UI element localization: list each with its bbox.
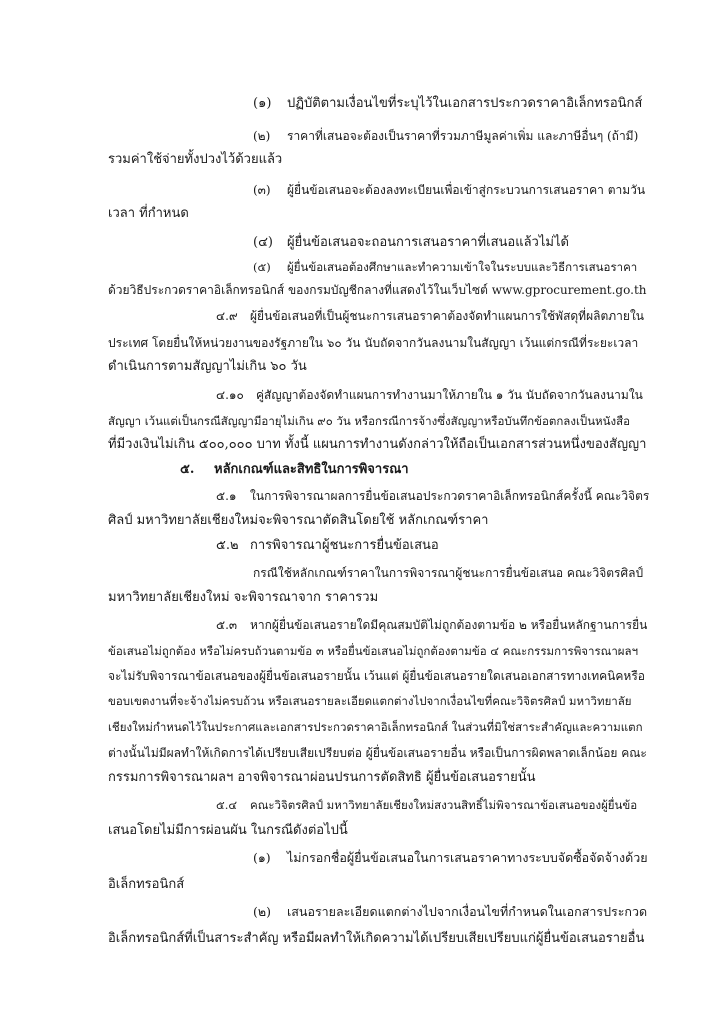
continuation-text: สัญญา เว้นแต่เป็นกรณีสัญญามีอายุไม่เกิน ๙๐ วัน หรือกรณีการจ้างซึ่งสัญญาหรือบันทึกข้อตกลงเป็นหนังสือ: [108, 414, 631, 428]
continuation-text: เชียงใหม่กำหนดไว้ในประกาศและเอกสารประกวดราคาอิเล็กทรอนิกส์ ในส่วนที่มิใช่สาระสำคัญและความแตก: [108, 720, 643, 734]
section-5-4-continuation: [108, 822, 348, 840]
item-1-line: [253, 95, 642, 113]
sub-item-2-line: [253, 903, 647, 921]
item-number: (๕): [253, 260, 271, 274]
item-number: (๒): [253, 904, 271, 919]
section-4-9-continuation-1: [108, 334, 638, 352]
item-number: (๒): [253, 129, 271, 143]
section-text: คู่สัญญาต้องจัดทำแผนการทำงานมาให้ภายใน ๑ วัน นับถัดจากวันลงนามใน: [256, 388, 643, 402]
section-5-2-continuation: [108, 589, 378, 607]
continuation-text: จะไม่รับพิจารณาข้อเสนอของผู้ยื่นข้อเสนอรายนั้น เว้นแต่ ผู้ยื่นข้อเสนอรายใดเสนอเอกสารทางเทคนิคหรือ: [108, 669, 645, 683]
section-5-2-subline: [253, 564, 643, 582]
sub-item-1-continuation: [108, 876, 184, 894]
continuation-text: อิเล็กทรอนิกส์ที่เป็นสาระสำคัญ หรือมีผลทำให้เกิดความได้เปรียบเสียเปรียบแก่ผู้ยื่นข้อเสนอรายอื่น: [108, 931, 645, 946]
section-4-10-continuation-1: [108, 412, 630, 430]
item-text: ผู้ยื่นข้อเสนอจะถอนการเสนอราคาที่เสนอแล้วไม่ได้: [287, 235, 569, 250]
item-number: (๑): [253, 96, 272, 111]
continuation-text: ข้อเสนอไม่ถูกต้อง หรือไม่ครบถ้วนตามข้อ ๓ หรือยื่นข้อเสนอไม่ถูกต้องตามข้อ ๔ คณะกรรมการพิจารณาผลฯ: [108, 644, 639, 658]
item-5-line: [253, 258, 637, 276]
item-3-line: [253, 181, 645, 199]
continuation-text: เวลา ที่กำหนด: [108, 206, 189, 221]
continuation-text: ที่มีวงเงินไม่เกิน ๕๐๐,๐๐๐ บาท ทั้งนี้ แผนการทำงานดังกล่าวให้ถือเป็นเอกสารส่วนหนึ่งของสัญญา: [108, 437, 647, 452]
continuation-text: ขอบเขตงานที่จะจ้างไม่ครบถ้วน หรือเสนอรายละเอียดแตกต่างไปจากเงื่อนไขที่คณะวิจิตรศิลป์ มหาวิทยาลัย: [108, 694, 632, 708]
section-5-1-continuation: [108, 512, 488, 530]
continuation-text: เสนอโดยไม่มีการผ่อนผัน ในกรณีดังต่อไปนี้: [108, 823, 348, 838]
section-5-3-continuation-2: [108, 667, 645, 685]
item-text: ผู้ยื่นข้อเสนอต้องศึกษาและทำความเข้าใจในระบบและวิธีการเสนอราคา: [287, 260, 638, 274]
item-text: เสนอรายละเอียดแตกต่างไปจากเงื่อนไขที่กำหนดในเอกสารประกวด: [287, 904, 648, 919]
section-text: หากผู้ยื่นข้อเสนอรายใดมีคุณสมบัติไม่ถูกต้องตามข้อ ๒ หรือยื่นหลักฐานการยื่น: [250, 618, 648, 632]
item-text: ผู้ยื่นข้อเสนอจะต้องลงทะเบียนเพื่อเข้าสู่กระบวนการเสนอราคา ตามวัน: [287, 183, 646, 197]
continuation-text: ศิลป์ มหาวิทยาลัยเชียงใหม่จะพิจารณาตัดสินโดยใช้ หลักเกณฑ์ราคา: [108, 513, 489, 528]
section-number: ๔.๑๐: [216, 388, 244, 402]
item-2-line: [253, 127, 638, 145]
continuation-text: รวมค่าใช้จ่ายทั้งปวงไว้ด้วยแล้ว: [108, 152, 283, 167]
sub-item-1-line: [253, 849, 648, 867]
section-5-4-line: [216, 796, 637, 814]
section-text: คณะวิจิตรศิลป์ มหาวิทยาลัยเชียงใหม่สงวนสิทธิ์ไม่พิจารณาข้อเสนอของผู้ยื่นข้อ: [250, 798, 638, 812]
section-number: ๕.๔: [216, 798, 238, 812]
continuation-text: อิเล็กทรอนิกส์: [108, 877, 185, 892]
continuation-text: ด้วยวิธีประกวดราคาอิเล็กทรอนิกส์ ของกรมบัญชีกลางที่แสดงไว้ในเว็บไซต์ www.gprocurement.go.th: [108, 283, 647, 297]
section-heading-text: หลักเกณฑ์และสิทธิในการพิจารณา: [214, 462, 409, 477]
item-text: ปฏิบัติตามเงื่อนไขที่ระบุไว้ในเอกสารประกวดราคาอิเล็กทรอนิกส์: [287, 96, 643, 111]
section-5-1-line: [216, 487, 649, 505]
continuation-text: มหาวิทยาลัยเชียงใหม่ จะพิจารณาจาก ราคารวม: [108, 590, 379, 605]
item-5-continuation: [108, 281, 647, 299]
section-5-heading: [180, 461, 409, 479]
item-2-continuation: [108, 151, 282, 169]
sub-item-2-continuation: [108, 930, 644, 948]
section-number: ๔.๙: [216, 309, 238, 323]
section-number: ๕.๓: [216, 618, 238, 632]
continuation-text: ประเทศ โดยยื่นให้หน่วยงานของรัฐภายใน ๖๐ วัน นับถัดจากวันลงนามในสัญญา เว้นแต่กรณีที่ระยะเวลา: [108, 336, 639, 350]
continuation-text: ต่างนั้นไม่มีผลทำให้เกิดการได้เปรียบเสียเปรียบต่อ ผู้ยื่นข้อเสนอรายอื่น หรือเป็นการผิดพลาดเล็กน้อย คณะ: [108, 746, 647, 760]
section-4-9-continuation-2: [108, 358, 307, 376]
section-4-10-continuation-2: [108, 436, 646, 454]
item-number: (๓): [253, 183, 271, 197]
section-number: ๕.: [180, 462, 195, 477]
section-text: ในการพิจารณาผลการยื่นข้อเสนอประกวดราคาอิเล็กทรอนิกส์ครั้งนี้ คณะวิจิตร: [250, 489, 650, 503]
section-number: ๕.๑: [216, 489, 237, 503]
section-5-3-continuation-1: [108, 642, 638, 660]
item-3-continuation: [108, 205, 189, 223]
continuation-text: กรรมการพิจารณาผลฯ อาจพิจารณาผ่อนปรนการตัดสิทธิ ผู้ยื่นข้อเสนอรายนั้น: [108, 770, 536, 785]
section-5-3-continuation-3: [108, 692, 632, 710]
section-5-3-continuation-5: [108, 744, 647, 762]
section-5-3-line: [216, 616, 647, 634]
section-text: กรณีใช้หลักเกณฑ์ราคาในการพิจารณาผู้ชนะการยื่นข้อเสนอ คณะวิจิตรศิลป์: [253, 566, 644, 580]
section-5-2-line: [216, 537, 439, 555]
item-4-line: [253, 234, 569, 252]
section-5-3-continuation-6: [108, 769, 536, 787]
section-text: ผู้ยื่นข้อเสนอที่เป็นผู้ชนะการเสนอราคาต้องจัดทำแผนการใช้พัสดุที่ผลิตภายใน: [250, 309, 645, 323]
continuation-text: ดำเนินการตามสัญญาไม่เกิน ๖๐ วัน: [108, 359, 307, 374]
item-number: (๑): [253, 850, 271, 865]
section-number: ๕.๒: [216, 538, 239, 553]
item-text: ราคาที่เสนอจะต้องเป็นราคาที่รวมภาษีมูลค่าเพิ่ม และภาษีอื่นๆ (ถ้ามี): [287, 129, 639, 143]
item-number: (๔): [253, 235, 273, 250]
section-4-10-line: [216, 386, 643, 404]
section-4-9-line: [216, 307, 644, 325]
section-text: การพิจารณาผู้ชนะการยื่นข้อเสนอ: [250, 538, 439, 553]
item-text: ไม่กรอกชื่อผู้ยื่นข้อเสนอในการเสนอราคาทางระบบจัดซื้อจัดจ้างด้วย: [287, 850, 648, 865]
section-5-3-continuation-4: [108, 718, 643, 736]
